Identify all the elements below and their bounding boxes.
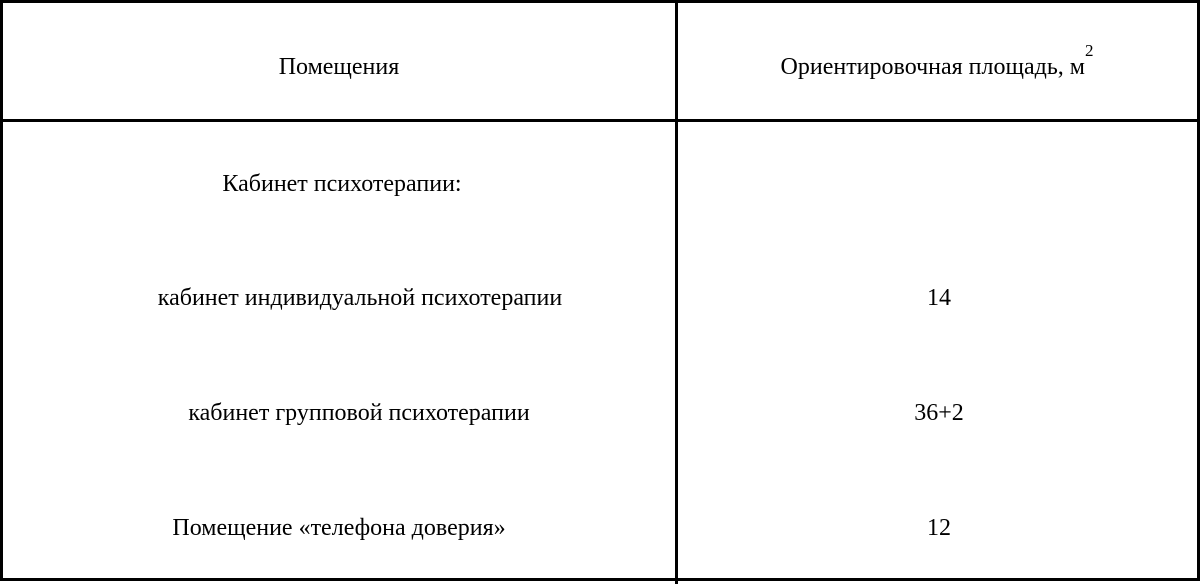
table-row-1-room: кабинет индивидуальной психотерапии (157, 285, 563, 311)
table-row-1-area: 14 (927, 285, 951, 311)
table-row-3-room: Помещение «телефона доверия» (172, 515, 506, 541)
table-row-3-area: 12 (927, 515, 951, 541)
header-rooms: Помещения (278, 54, 400, 80)
table-row-2-area: 36+2 (914, 400, 964, 426)
header-area-unit-exponent: 2 (1084, 41, 1094, 60)
header-area (780, 41, 1094, 81)
table-row-0-room: Кабинет психотерапии: (222, 171, 462, 197)
column-divider (675, 3, 678, 584)
table-row-2-room: кабинет групповой психотерапии (188, 400, 530, 426)
header-area-label: Ориентировочная площадь, м (780, 54, 1085, 80)
